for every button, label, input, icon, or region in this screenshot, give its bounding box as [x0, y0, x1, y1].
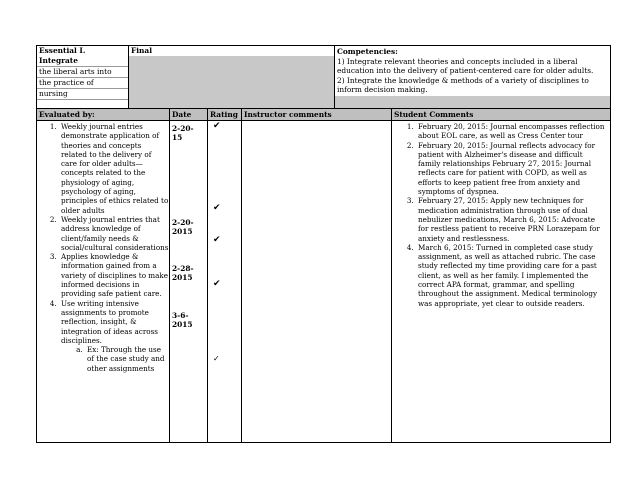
header-student-comments: Student Comments — [392, 109, 611, 121]
list-item: 2. Weekly journal entries that address knowledge of client/family needs & social/cultural considerations — [59, 215, 169, 252]
check-icon: ✔ — [213, 235, 221, 245]
final-cell — [129, 46, 335, 109]
date-entry: 2-20-2015 — [172, 218, 194, 237]
essential-line: the liberal arts into — [37, 67, 128, 78]
date-entry: 2-28-2015 — [172, 264, 194, 283]
header-table — [36, 45, 611, 109]
check-icon: ✔ — [213, 121, 221, 131]
list-item: 1. February 20, 2015: Journal encompasses reflection about EOL care, as well as Cress Center tour — [416, 122, 606, 141]
header-instructor-comments: Instructor comments — [242, 109, 392, 121]
sub-list — [61, 345, 169, 373]
essential-line: nursing — [37, 89, 128, 100]
header-evaluated-by: Evaluated by: — [37, 109, 170, 121]
student-comments-list — [392, 122, 610, 308]
evaluation-table — [36, 108, 611, 443]
list-item: 3. Applies knowledge & information gained from a variety of disciplines to make informed decisions in providing safe patient care. — [59, 252, 169, 298]
competency-item: 1) Integrate relevant theories and concepts included in a liberal education into the delivery of patient-centered care for older adults. — [337, 56, 594, 76]
essential-cell — [37, 46, 129, 109]
check-icon: ✓ — [213, 354, 220, 363]
rating-cell — [208, 121, 242, 443]
date-cell — [170, 121, 208, 443]
list-item: 1. Weekly journal entries demonstrate application of theories and concepts related to the delivery of care for older adults—concepts related to the physiology of aging, psychology of aging, principles of ethics related to older adults — [59, 122, 169, 215]
final-label: Final — [129, 46, 334, 56]
essential-line: Essential I. Integrate — [37, 46, 128, 67]
list-item: 2. February 20, 2015: Journal reflects advocacy for patient with Alzheimer's disease and difficult family relationships February 27, 2015: Journal reflects care for patient with COPD, as well as efforts to keep patient free from anxiety and symptoms of dyspnea. — [416, 141, 606, 197]
date-entry: 3-6-2015 — [172, 311, 193, 330]
instructor-comments-cell — [242, 121, 392, 443]
check-icon: ✔ — [213, 279, 221, 289]
student-comments-cell — [392, 121, 611, 443]
check-icon: ✔ — [213, 203, 221, 213]
sub-list-item: a. Ex: Through the use of the case study and other assignments — [85, 345, 169, 373]
list-item — [59, 299, 169, 373]
list-item: 4. March 6, 2015: Turned in completed case study assignment, as well as attached rubric. The case study reflected my time providing care for a past client, as well as her family. I implemented the correct APA format, grammar, and spelling throughout the assignment. Medical terminology was appropriate, yet clear to outside readers. — [416, 243, 606, 308]
list-item: 3. February 27, 2015: Apply new techniques for medication administration through use of dual nebulizer medications, March 6, 2015: Advocate for restless patient to receive PRN Lorazepam for anxiety and restlessness. — [416, 196, 606, 242]
list-item-text: Use writing intensive assignments to promote reflection, insight, & integration of ideas across disciplines. — [61, 298, 158, 345]
competencies-cell — [335, 46, 611, 109]
essential-line: the practice of — [37, 78, 128, 89]
competency-item: 2) Integrate the knowledge & methods of a variety of disciplines to inform decision making. — [337, 75, 589, 95]
header-date: Date — [170, 109, 208, 121]
evaluated-list — [37, 122, 169, 373]
competencies-title: Competencies: — [337, 47, 398, 56]
evaluation-form — [36, 45, 610, 443]
date-entry: 2-20-15 — [172, 124, 194, 143]
evaluated-cell — [37, 121, 170, 443]
header-rating: Rating — [208, 109, 242, 121]
